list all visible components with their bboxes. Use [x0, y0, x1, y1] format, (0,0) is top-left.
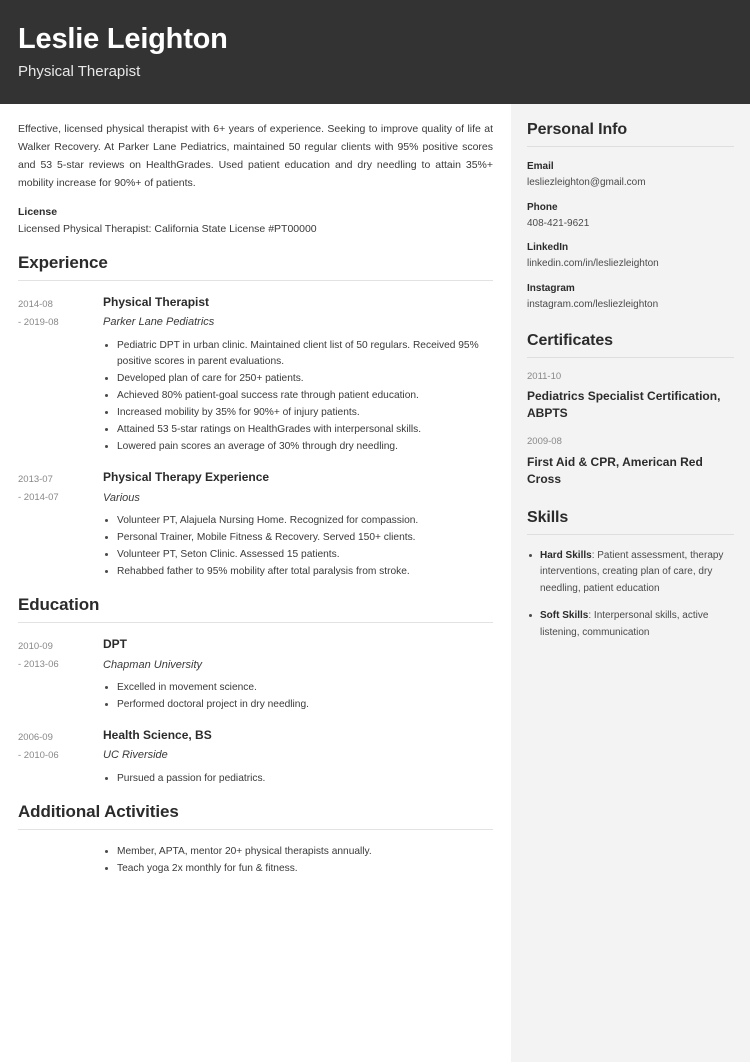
entry-organization: Various	[103, 491, 140, 504]
certificates-section	[527, 332, 734, 488]
skill-item	[527, 608, 734, 641]
entry-date-range	[18, 295, 103, 456]
info-value[interactable]: instagram.com/lesliezleighton	[527, 298, 659, 310]
entry-body	[103, 728, 493, 788]
resume-body	[0, 104, 750, 1062]
main-column	[0, 104, 511, 1062]
entry-date-range	[18, 728, 103, 788]
list-item: Teach yoga 2x monthly for fun & fitness.	[103, 861, 493, 877]
resume-header	[0, 0, 750, 104]
personal-info-section	[527, 121, 734, 311]
info-value[interactable]: linkedin.com/in/lesliezleighton	[527, 258, 659, 269]
entry-date-start: 2014-08	[18, 298, 53, 310]
professional-summary: Effective, licensed physical therapist with 6+ years of experience. Seeking to improve quality of life at Walker Recovery. At Parker Lane Pediatrics, maintained 50 regular clients with 95% positive scores and 53 5-star reviews on HealthGrades. Used patient education and dry needling to attain 35%+ mobility increase for 90%+ of patients.	[18, 123, 493, 190]
section-divider	[18, 280, 493, 281]
section-divider	[18, 622, 493, 623]
entry-date-range	[18, 637, 103, 714]
certificate-date: 2011-10	[527, 371, 562, 382]
info-label: Email	[527, 161, 554, 172]
info-label: Instagram	[527, 282, 575, 294]
entry-organization: Parker Lane Pediatrics	[103, 316, 215, 329]
license-value: Licensed Physical Therapist: California State License #PT00000	[18, 223, 317, 236]
resume-entry	[18, 470, 493, 581]
experience-entries	[18, 295, 493, 581]
list-item: Increased mobility by 35% for 90%+ of injury patients.	[103, 405, 493, 421]
bullet-list	[103, 513, 493, 580]
certificates-items	[527, 371, 734, 488]
entry-date-range	[18, 470, 103, 581]
resume-entry	[18, 295, 493, 456]
certificates-heading: Certificates	[527, 332, 613, 349]
entry-body	[103, 637, 493, 714]
resume-entry	[18, 728, 493, 788]
entry-title: DPT	[103, 637, 127, 652]
additional-activities-list	[103, 844, 493, 877]
info-value[interactable]: 408-421-9621	[527, 217, 590, 229]
additional-activities-heading: Additional Activities	[18, 801, 179, 821]
personal-info-items	[527, 160, 734, 311]
entry-date-end: - 2014-07	[18, 491, 59, 503]
education-entries	[18, 637, 493, 787]
list-item: Pediatric DPT in urban clinic. Maintained client list of 50 regulars. Received 95% positive scores in parent evaluations.	[103, 338, 493, 370]
personal-info-item	[527, 282, 734, 312]
list-item: Achieved 80% patient-goal success rate through patient education.	[103, 388, 493, 404]
list-item: Volunteer PT, Alajuela Nursing Home. Recognized for compassion.	[103, 513, 493, 529]
personal-info-item	[527, 160, 734, 190]
additional-activities-section	[18, 802, 493, 877]
list-item: Rehabbed father to 95% mobility after total paralysis from stroke.	[103, 564, 493, 580]
bullet-list	[103, 771, 493, 787]
entry-date-start: 2006-09	[18, 732, 53, 744]
entry-body	[103, 295, 493, 456]
page-title: Leslie Leighton	[18, 22, 228, 55]
entry-date-end: - 2019-08	[18, 316, 59, 328]
education-section	[18, 595, 493, 787]
personal-info-item	[527, 201, 734, 231]
certificate-name: First Aid & CPR, American Red Cross	[527, 454, 703, 486]
sidebar-divider	[527, 146, 734, 147]
personal-info-item	[527, 241, 734, 271]
sidebar	[511, 104, 750, 1062]
skills-list	[527, 548, 734, 642]
sidebar-divider	[527, 534, 734, 535]
list-item: Performed doctoral project in dry needling.	[103, 697, 493, 713]
skill-label: Hard Skills	[540, 549, 592, 561]
list-item: Member, APTA, mentor 20+ physical therapists annually.	[103, 844, 493, 860]
list-item: Developed plan of care for 250+ patients.	[103, 371, 493, 387]
certificate-item	[527, 371, 734, 422]
list-item: Volunteer PT, Seton Clinic. Assessed 15 patients.	[103, 547, 493, 563]
entry-date-start: 2013-07	[18, 474, 53, 486]
entry-organization: UC Riverside	[103, 749, 168, 762]
experience-heading: Experience	[18, 252, 108, 272]
experience-section	[18, 253, 493, 581]
list-item: Personal Trainer, Mobile Fitness & Recovery. Served 150+ clients.	[103, 530, 493, 546]
list-item: Lowered pain scores an average of 30% through dry needling.	[103, 439, 493, 455]
bullet-list	[103, 680, 493, 713]
skill-label: Soft Skills	[540, 610, 589, 622]
skill-item	[527, 548, 734, 598]
entry-date-end: - 2010-06	[18, 749, 59, 761]
skills-heading: Skills	[527, 508, 569, 526]
certificate-item	[527, 436, 734, 487]
certificate-date: 2009-08	[527, 436, 562, 448]
header-job-title: Physical Therapist	[18, 63, 141, 81]
entry-title: Physical Therapy Experience	[103, 470, 270, 485]
list-item: Excelled in movement science.	[103, 680, 493, 696]
section-divider	[18, 829, 493, 830]
certificate-name: Pediatrics Specialist Certification, ABPTS	[527, 389, 721, 421]
info-label: Phone	[527, 201, 558, 213]
info-label: LinkedIn	[527, 242, 569, 253]
entry-body	[103, 470, 493, 581]
entry-date-start: 2010-09	[18, 641, 53, 653]
list-item: Attained 53 5-star ratings on HealthGrades with interpersonal skills.	[103, 422, 493, 438]
resume-entry	[18, 637, 493, 714]
bullet-list	[103, 338, 493, 456]
skills-section	[527, 509, 734, 642]
license-label: License	[18, 206, 58, 219]
info-value[interactable]: lesliezleighton@gmail.com	[527, 177, 646, 188]
entry-date-end: - 2013-06	[18, 658, 59, 670]
skill-value: : Interpersonal skills, active listening, communication	[540, 610, 709, 638]
skill-value: : Patient assessment, therapy interventions, creating plan of care, dry needling, patient education	[540, 549, 724, 594]
entry-title: Physical Therapist	[103, 294, 210, 309]
education-heading: Education	[18, 595, 100, 615]
personal-info-heading: Personal Info	[527, 121, 628, 138]
entry-organization: Chapman University	[103, 658, 203, 671]
entry-title: Health Science, BS	[103, 728, 212, 743]
sidebar-divider	[527, 357, 734, 358]
list-item: Pursued a passion for pediatrics.	[103, 771, 493, 787]
